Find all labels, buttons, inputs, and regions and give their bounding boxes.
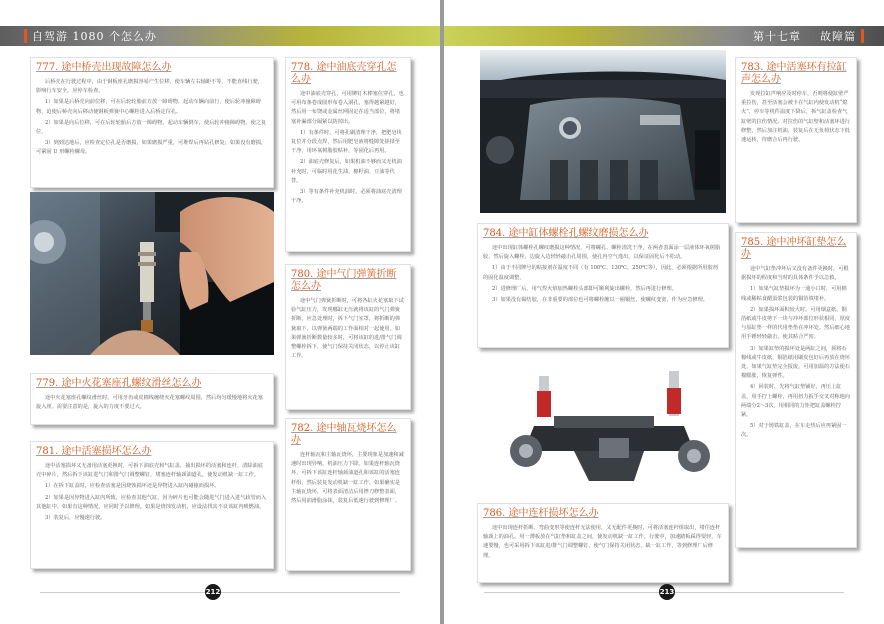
section-785-p6: 5）对于铸铁缸盖，在车走热后应再紧固一次。 [741,423,847,439]
section-781-p3: 2）如果是因异物进入缸内所致，应检查其他气缸，因为碎片也可能会随进气门进入进气歧管而入其他缸中。如果有这种情况，应同时予以修理。如果是烧蚀发动机，应设法找其不良该缸内喷燃油。 [36,494,267,510]
section-785-title: 785. 途中冲坏缸垫怎么办 [741,237,847,260]
suspension-photo [494,356,719,498]
section-784 [477,223,729,348]
section-785-p3: 2）如果损坏面积较大时，可用烟盒纸、铜箔纸或牛皮剪下一块与冲坏部位形状相同，厚度与原缸垫一样的代用垫垫在冲坏处。然后细心地用手锤轻轻敲击，使其贴合严密。 [741,306,850,341]
section-778-body [291,90,405,206]
section-778-p1: 途中油底壳穿孔，可用铆钉木棒塞住穿孔，也可用布条卷成圆形布卷入洞孔，塞得越紧越好，然后用一布饶或金属丝网固定在适当部位，将堵塞补漏部分隔紧以防掉出。 [291,91,404,125]
section-778-p4: 3）等有条件补充机油时，必须将油底壳清理干净。 [291,189,402,205]
section-777-title: 777. 途中桥壳出现故障怎么办 [36,62,172,73]
section-786-body [483,524,723,561]
right-page-header [444,26,884,46]
section-777-p2: 1）如果是后桥壳向前位移，可在后轮轮胎前方放一障碍物，起动车辆向前行，使后轮冲撞障碍物，迫使后桥壳向后移动使钢板弹簧中心螺栓进入后桥定位孔。 [36,99,261,115]
section-780-title: 780. 途中气门弹簧折断怎么办 [291,269,397,292]
left-page-header [0,26,440,46]
section-783-body [741,90,851,145]
section-785-body [741,265,851,441]
section-781-p4: 3）装复后，应慢速行驶。 [45,515,106,522]
chapter-section-name: 故障篇 [820,30,856,43]
section-782 [285,418,411,571]
header-accent-mark [861,29,864,43]
section-779-body [36,394,268,412]
section-779 [30,373,274,425]
section-783 [735,57,857,223]
section-784-p1: 途中出现缸体螺栓孔螺纹磨损这种情况，可将螺孔、螺栓清洗干净，在两者表面涂一层液体环氧树脂胶，然后旋入螺栓，边旋入边轻轻敲击孔周围，使孔内空气逸出，以保证固化后不松动。 [483,245,721,261]
section-778-p3: 2）油底壳修复后，如果机油不够而又无机油补充时，可临时用花生油、棉籽油、豆油等代替。 [291,159,402,184]
engine-bay-photo [480,50,726,213]
section-777-p4: 3）到到达地后，应检查定位孔是否磨损，如果磨损严重，可堆焊后再钻孔修复；如果没有磨损，可紧固 U 形螺栓螺母。 [36,140,267,156]
section-781-p2: 1）在拆下缸盖时，应检查活塞是因烧蚀损坏还是异物进入缸内碰撞而损坏。 [45,483,220,490]
section-783-p1: 发现拉缸声响应及时停车，否则将使缸壁严重拉伤，甚至活塞会被卡在气缸内使发动机“熄火”，停车等机件温度下降后，拆气缸盖检查气缸壁的拉伤情况。对拉伤的气缸壁和活塞环进行修整，然后加注机油，装复后在无负荷状态下低速运转，待磨合后再行驶。 [741,91,850,144]
section-785-p2: 1）如果气缸垫损坏为一通小口时，可用棉线或稀粘食醋蛋浆包装的铜箔填堵补。 [741,286,847,302]
section-784-title: 784. 途中缸体螺栓孔螺纹磨损怎么办 [483,228,649,239]
section-786-title: 786. 途中连杆损坏怎么办 [483,508,599,519]
section-778-p2: 1）有条件时，可将孔刷清理干净，把肥皂块复位并分段点焊，然后用肥皂液将缝隙处搓揉至干净，用环氧树脂胶粘补，等固化后再用。 [291,129,402,155]
section-777-p1: 后桥壳在行驶过程中，由于钢板座孔磨损容易产生位移，使车辆左右轴距不等，不能直线行驶，影响行车安全，应停车检查。 [36,79,263,95]
section-783-title: 783. 途中活塞环有拉缸声怎么办 [741,62,847,85]
section-785-p1: 途中气缸垫冲坏后又没有备件更换时，可根据损坏的程度和当时的具体条件予以急救。 [741,266,849,282]
section-777-p3: 2）如果是向后位移，可在后轮轮胎后方放一障碍物，起动车辆倒车，使后轮冲撞障碍物，使之复位。 [36,119,267,136]
section-780-p1: 途中气门弹簧折断时，可将各缸火花塞取下试验气缸压力，发现哪缸无压就将该缸的气门弹簧折断，应急处理时，拆下气门室罩，将折断的弹簧取下，以弹簧两端的工作面相对一起使用。如果弹簧折断数量较多时，可将该缸的进/排气门调整螺栓拆下，使气门保持关闭状态，以停止该缸工作。 [291,298,404,360]
section-780-body [291,297,405,361]
section-784-p2: 1）由于不同牌号的粘接剂在温度不同（有 100℃、130℃、250℃等），因此，必须根据所用胶剂的固化温度调整。 [483,265,718,281]
section-785-p4: 3）如果缸垫的损坏处是两缸之间，须将石棉线或牛皮纸、铜箔纸用刷皮包好后再放在烧坏处。如果气缸垫完全报废，可用加温的方法使石棉膨胀，恢复弹性。 [741,345,850,380]
section-779-p1: 途中火花塞座孔螺纹滑丝时，可用牙齿或皮棉线缠绕火花塞螺纹周围，然后均匀缓慢地将火花塞旋入座。需要注意的是，旋入的力度不要过大。 [36,395,263,411]
section-785 [735,232,857,548]
section-780 [285,264,411,410]
chapter-number: 第十七章 [753,30,801,43]
spark-plug-engine-image [30,192,274,355]
right-page-number: 213 [659,584,675,600]
section-778-title: 778. 途中油底壳穿孔怎么办 [291,62,397,85]
section-779-title: 779. 途中火花塞座孔螺纹滑丝怎么办 [36,378,202,389]
section-784-body [483,244,723,305]
section-782-body [291,451,405,506]
right-page [444,0,884,624]
section-777-body [36,78,268,158]
section-781-p1: 途中活塞损坏又无备用活塞更换时，可拆下油底壳和气缸盖，抽出损坏的活塞和连杆，清除油底壳中碎片，然后拆下该缸进气门和排气门调整螺钉，堵塞连杆轴颈油道孔，使发动机缺一缸工作。 [36,463,263,479]
spark-plug-engine-photo [30,192,274,355]
section-782-p1: 连杆轴瓦和主轴瓦烧坏，主要现象是加速和减速时出现异响，机油压力下降。如果连杆轴瓦烧坏，可拆下该缸连杆轴颈油道孔和该缸的活塞连杆组，然后装复发动机缺一缸工作。如果确实是主轴瓦烧坏，可将表面清洁后用锉刀修整表面，然后用润滑脂涂抹，装复后低速行驶到修理厂。 [291,452,404,505]
left-page-number: 212 [205,584,221,600]
section-781 [30,441,274,569]
section-781-body [36,462,268,523]
section-786-p1: 途中出现连杆折断、弯曲变形等使连杆无法使用，又无配件更换时，可将活塞连杆组取出，堵住连杆轴颈上的油孔，用一薄板放在气缸垫和缸盖之间，使发动机缺一缸工作，行驶中，加速踏板踩得要轻，车速要慢，也可采用拆下该缸进/排气门调整螺钉，使气门保持关闭状态，缺一缸工作，等到修理厂后修理。 [483,525,722,559]
chapter-heading [753,28,856,44]
header-accent-mark [24,29,27,43]
left-page [0,0,440,624]
section-785-p5: 4）回装时，先将气缸垫铺好，再压上缸盖，用手拧上螺栓，再用扭力扳手交叉对称地向两端分2～3次，用相同的力矩把缸盖螺栓拧紧。 [741,384,850,419]
section-784-p3: 2）进修理厂后，用气焊火焰加热螺栓头部即可顺利旋出螺栓，然后再进行修理。 [492,285,677,292]
section-784-p4: 3）如果没有黏结胶，在非重要的部位也可将螺栓缠以一圈铜丝，使螺纹变宽，作为应急修理。 [492,297,708,304]
section-786 [477,503,729,583]
section-781-title: 781. 途中活塞损坏怎么办 [36,446,152,457]
book-title: 自驾游 1080 个怎么办 [32,30,157,43]
suspension-assembly-image [494,356,719,498]
section-777 [30,57,274,188]
engine-bay-image [480,50,726,213]
section-778 [285,57,411,252]
section-782-title: 782. 途中轴瓦烧坏怎么办 [291,423,397,446]
